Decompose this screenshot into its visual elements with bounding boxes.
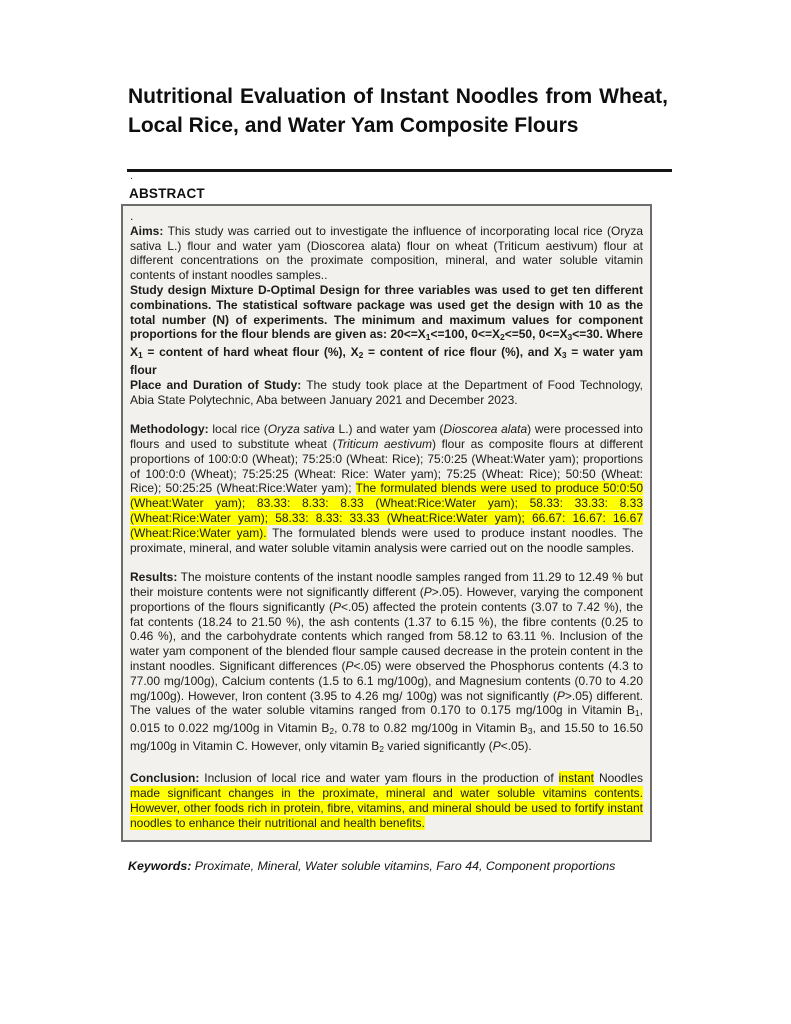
text-segment: , 0.015 to 0.022 mg/100g in Vitamin B	[130, 703, 643, 736]
text-segment: Place and Duration of Study:	[130, 377, 302, 392]
text-segment: >.05) different. The values of the water soluble vitamins ranged from 0.170 to 0.175 mg/100g in Vitamin B	[130, 688, 643, 718]
text-segment: This study was carried out to investigate the influence of incorporating local rice (Oryza sativa L.) flour and water yam (Dioscorea alata) flour on wheat (Triticum aestivum) flour at different concentrations on the proximate composition, mineral, and water soluble vitamin contents of instant noodles samples..	[130, 223, 643, 283]
abstract-paragraph	[130, 422, 643, 555]
abstract-box	[121, 204, 652, 842]
text-segment: The study took place at the Department of Food Technology, Abia State Polytechnic, Aba between January 2021 and December 2023.	[130, 377, 644, 407]
text-segment: Oryza sativa	[267, 422, 335, 437]
text-segment: P	[556, 688, 565, 703]
text-segment: Conclusion:	[130, 771, 200, 786]
text-segment: 2	[358, 350, 364, 361]
text-segment: <=100, 0<=X	[430, 327, 500, 342]
text-segment: P	[423, 584, 432, 599]
text-segment: <.05).	[500, 738, 532, 753]
abstract-heading: ABSTRACT	[129, 186, 205, 201]
highlighted-text: made significant changes in the proximate, mineral and water soluble vitamins contents. However, other foods rich in protein, fibre, vitamins, and mineral should be used to fortify instant noodles to enhance their nutritional and health benefits.	[130, 786, 643, 830]
text-segment: <.05) affected the protein contents (3.07 to 7.42 %), the fat contents (18.24 to 21.50 %), the ash contents (1.37 to 6.15 %), the fibre contents (0.25 to 0.46 %), and the carbohydrate contents which ranged from 58.12 to 63.11 %. Inclusion of the water yam component of the blended flour sample caused decrease in the protein content in the instant noodles. Significant differences (	[130, 599, 643, 673]
text-segment: 2	[329, 726, 335, 737]
abstract-paragraph	[130, 209, 643, 224]
text-segment: ) flour as composite flours at different proportions of 100:0:0 (Wheat); 75:25:0 (Wheat: Rice); 75:0:25 (Wheat:Water yam); proportions of 100:0:0 (Wheat); 75:25:25 (Wheat: Rice: Water yam); 75:25 (Wheat: Rice); 50:50 (Wheat: Rice); 50:25:25 (Wheat:Rice:Water yam);	[130, 436, 644, 496]
text-segment: Dioscorea alata	[443, 422, 528, 437]
text-segment: 1	[138, 350, 143, 361]
text-segment: Study design Mixture D-Optimal Design for three variables was used to get ten different combinations. The statistical software package was used get the design with 10 as the total number (N) of experiments. The minimum and maximum values for component proportions for the flour blends are given as: 20<=X	[130, 282, 643, 342]
text-segment: Triticum aestivum	[336, 436, 433, 451]
paragraph-spacer	[130, 555, 643, 570]
text-segment: 3	[567, 332, 573, 343]
text-segment: <.05) were observed the Phosphorus contents (4.3 to 77.00 mg/100g), Calcium contents (1.5 to 6.1 mg/100g), and Magnesium contents (0.70 to 4.20 mg/100g). However, Iron content (3.95 to 4.26 mg/ 100g) was not significantly (	[130, 658, 644, 703]
text-segment: varied significantly (	[383, 738, 493, 753]
text-segment: Noodles	[594, 771, 643, 786]
highlighted-text: The formulated blends were used to produce 50:0:50 (Wheat:Water yam); 83.33: 8.33: 8.33 (Wheat:Rice:Water yam); 58.33: 33.33: 8.33 (Wheat:Rice:Water yam); 58.33: 8.33: 33.33 (Wheat:Rice:Water yam); 66.67: 16.67: 16.67 (Wheat:Rice:Water yam).	[130, 481, 643, 540]
text-segment: 1	[425, 332, 431, 343]
page-title: Nutritional Evaluation of Instant Noodles from Wheat, Local Rice, and Water Yam Composite Flours	[128, 85, 668, 137]
keywords-line	[128, 859, 652, 874]
text-segment: >.05). However, varying the component proportions of the flours significantly (	[130, 584, 643, 614]
text-segment: 3	[527, 726, 533, 737]
text-segment: <=30. Where X	[130, 327, 643, 360]
text-segment: = content of hard wheat flour (%), X	[142, 345, 359, 360]
abstract-paragraph	[130, 378, 643, 408]
text-segment: 2	[499, 332, 505, 343]
text-segment: , 0.78 to 0.82 mg/100g in Vitamin B	[334, 721, 528, 736]
text-segment: P	[333, 599, 342, 614]
text-segment: = content of rice flour (%), and X	[363, 345, 562, 360]
text-segment: Aims:	[130, 223, 164, 238]
abstract-paragraph	[130, 224, 643, 283]
text-segment: P	[345, 658, 354, 673]
abstract-paragraph	[130, 771, 643, 830]
text-segment: .	[130, 209, 134, 223]
text-segment: , and 15.50 to 16.50 mg/100g in Vitamin C. However, only vitamin B	[130, 721, 643, 753]
abstract-paragraph	[130, 570, 643, 757]
text-segment: The moisture contents of the instant noodle samples ranged from 11.29 to 12.49 % but their moisture contents were not significantly different (	[130, 570, 643, 599]
text-segment: ) were processed into flours and used to substitute wheat (	[130, 422, 643, 451]
text-segment: The formulated blends were used to produce instant noodles. The proximate, mineral, and water soluble vitamin analysis were carried out on the noodle samples.	[130, 525, 643, 555]
text-segment: Methodology:	[130, 422, 209, 437]
abstract-section	[121, 204, 652, 874]
paragraph-spacer	[130, 757, 643, 772]
stray-period: .	[130, 170, 134, 182]
text-segment: Results:	[130, 570, 178, 585]
text-segment: Proximate, Mineral, Water soluble vitamins, Faro 44, Component proportions	[191, 858, 616, 873]
text-segment: 2	[379, 743, 384, 754]
text-segment: 1	[634, 708, 640, 719]
paragraph-spacer	[130, 407, 643, 422]
text-segment: L.) and water yam (	[334, 422, 444, 437]
text-segment: local rice (	[208, 422, 268, 437]
abstract-paragraph	[130, 283, 643, 378]
text-segment: P	[492, 738, 501, 753]
text-segment: <=50, 0<=X	[504, 327, 568, 342]
text-segment: = water yam flour	[130, 345, 644, 377]
highlighted-text: instant	[558, 771, 594, 786]
text-segment: Keywords:	[128, 858, 192, 873]
text-segment: Inclusion of local rice and water yam flours in the production of	[199, 771, 559, 786]
text-segment: 3	[561, 350, 567, 361]
title-divider-rule	[127, 169, 672, 172]
